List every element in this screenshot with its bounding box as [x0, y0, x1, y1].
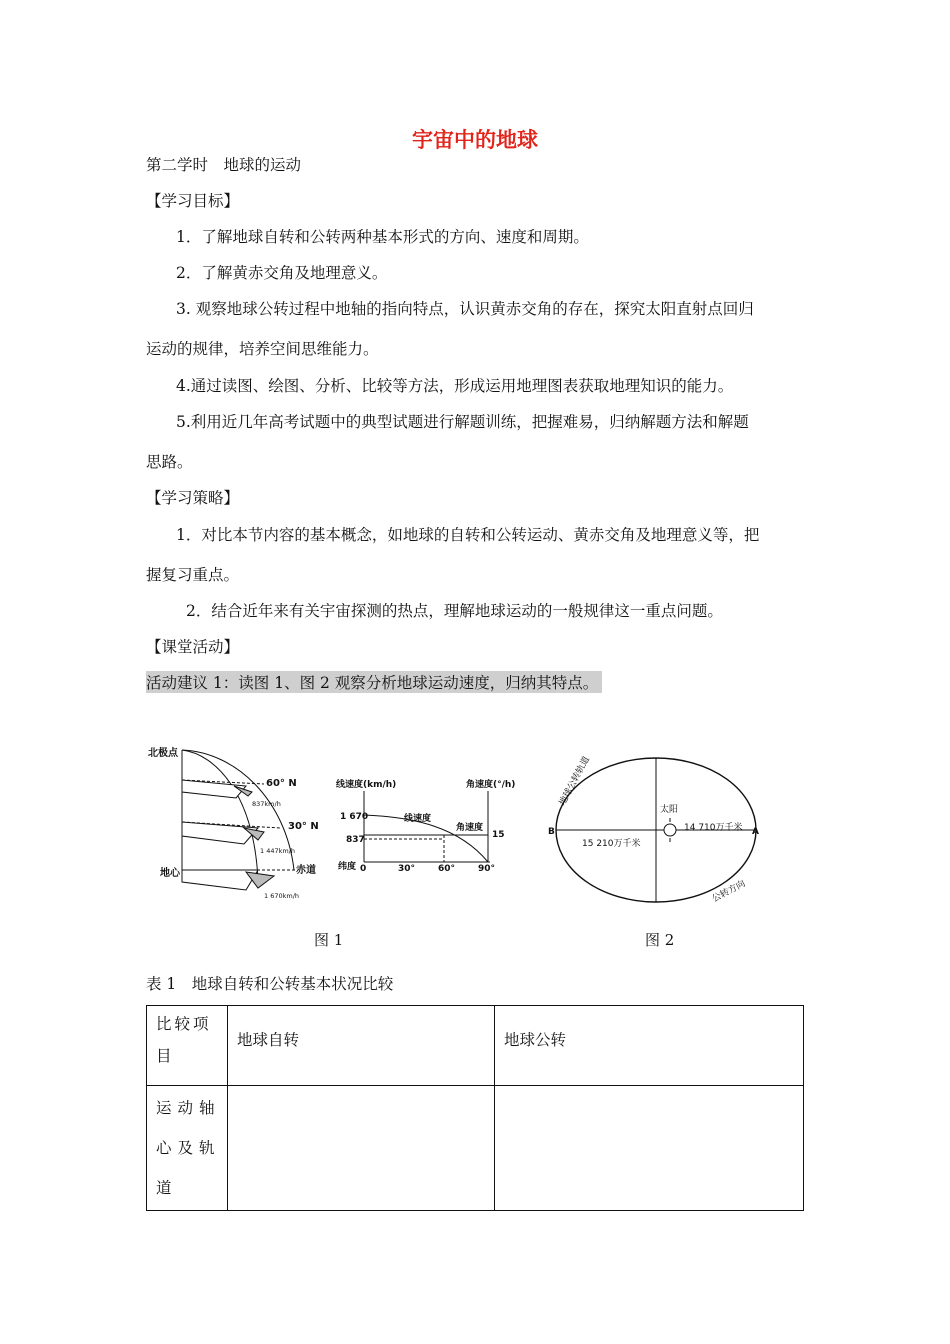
figure2-orbit-diagram: [542, 750, 772, 910]
table-row-label: 运动轴心及轨道: [147, 1086, 228, 1211]
perihelion-distance-label: 14 710万千米: [684, 823, 743, 833]
strategy-item: 1．对比本节内容的基本概念，如地球的自转和公转运动、黄赤交角及地理意义等，把: [176, 526, 760, 544]
goal-item: 4.通过读图、绘图、分析、比较等方法，形成运用地理图表获取地理知识的能力。: [176, 377, 734, 395]
angular-speed-axis-label: 角速度(°/h): [466, 780, 516, 790]
table-cell[interactable]: [495, 1086, 804, 1211]
linear-speed-curve-label: 线速度: [404, 814, 432, 824]
figure1-speed-graph: [334, 765, 524, 885]
lat30-label: 30° N: [288, 821, 319, 832]
speed-30-label: 1 447km/h: [260, 847, 296, 855]
goal-item-continued: 思路。: [146, 453, 193, 471]
activity-suggestion: 活动建议 1：读图 1、图 2 观察分析地球运动速度，归纳其特点。: [146, 671, 602, 693]
angular-speed-line-label: 角速度: [456, 823, 484, 833]
table-header-cell: 比较项目: [147, 1006, 228, 1086]
sun-label: 太阳: [660, 805, 679, 815]
x-tick-0: 0: [360, 864, 367, 874]
goal-item: 2．了解黄赤交角及地理意义。: [176, 264, 388, 282]
x-tick-30: 30°: [398, 864, 416, 874]
tick-1670: 1 670: [340, 812, 369, 822]
orbit-label: 地球公转轨道: [557, 755, 593, 808]
goal-item: 5.利用近几年高考试题中的典型试题进行解题训练，把握难易，归纳解题方法和解题: [176, 413, 749, 431]
tick-837: 837: [346, 835, 365, 845]
x-tick-90: 90°: [478, 864, 496, 874]
comparison-table: [146, 1005, 804, 1211]
tick-15: 15: [492, 830, 505, 840]
x-tick-60: 60°: [438, 864, 456, 874]
table-row: [147, 1086, 804, 1211]
earth-center-label: 地心: [160, 868, 180, 879]
aphelion-distance-label: 15 210万千米: [582, 839, 641, 849]
figure1-caption: 图 1: [314, 931, 344, 949]
revolution-direction-label: 公转方向: [710, 878, 748, 905]
point-a-label: A: [752, 827, 759, 837]
goals-header: 【学习目标】: [146, 192, 240, 210]
point-b-label: B: [548, 827, 555, 837]
linear-speed-axis-label: 线速度(km/h): [336, 780, 397, 790]
goal-item-continued: 运动的规律，培养空间思维能力。: [146, 340, 379, 358]
table-header-cell: 地球自转: [228, 1006, 495, 1086]
strategy-item: 2．结合近年来有关宇宙探测的热点，理解地球运动的一般规律这一重点问题。: [186, 602, 723, 620]
equator-label: 赤道: [296, 865, 316, 876]
strategy-item-continued: 握复习重点。: [146, 566, 240, 584]
figure2-caption: 图 2: [645, 931, 675, 949]
north-pole-label: 北极点: [148, 748, 178, 759]
page-title: 宇宙中的地球: [412, 128, 538, 152]
table-caption: 表 1 地球自转和公转基本状况比较: [146, 975, 394, 993]
strategy-header: 【学习策略】: [146, 489, 240, 507]
speed-60-label: 837km/h: [252, 800, 281, 808]
table-header-row: [147, 1006, 804, 1086]
x-axis-label: 纬度: [338, 862, 357, 872]
table-header-cell: 地球公转: [495, 1006, 804, 1086]
goal-item: 1．了解地球自转和公转两种基本形式的方向、速度和周期。: [176, 228, 589, 246]
table-cell[interactable]: [228, 1086, 495, 1211]
figure1-sphere-diagram: [146, 740, 326, 905]
activity-header: 【课堂活动】: [146, 638, 240, 656]
lesson-subtitle: 第二学时 地球的运动: [146, 156, 302, 174]
goal-item: 3. 观察地球公转过程中地轴的指向特点，认识黄赤交角的存在，探究太阳直射点回归: [176, 300, 754, 318]
speed-0-label: 1 670km/h: [264, 892, 300, 900]
lat60-label: 60° N: [266, 778, 297, 789]
